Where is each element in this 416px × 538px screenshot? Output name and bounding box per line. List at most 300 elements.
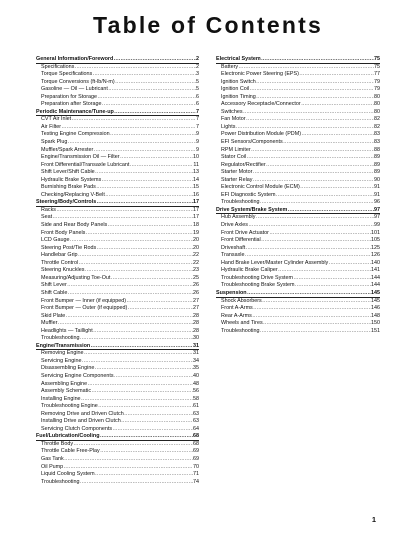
toc-entry-burnishing-brake-pads[interactable] (36, 184, 199, 192)
toc-page-number: 48 (193, 380, 199, 387)
toc-page-number: 79 (374, 78, 380, 85)
toc-page-number: 90 (374, 176, 380, 183)
dot-leader (248, 222, 373, 230)
toc-page-number: 75 (374, 63, 380, 70)
toc-entry-label: Wheels and Tires (221, 320, 263, 327)
dot-leader (252, 313, 370, 321)
dot-leader (247, 154, 374, 162)
toc-entry-troubleshooting[interactable] (216, 199, 380, 207)
dot-leader (256, 79, 373, 87)
toc-entry-power-distribution-module-pdm[interactable] (216, 131, 380, 139)
toc-entry-specifications[interactable] (36, 64, 199, 72)
toc-entry-label: Muffler (41, 320, 58, 327)
dot-leader (263, 320, 370, 328)
toc-entry-label: Rear A-Arms (221, 312, 252, 319)
toc-entry-label: Measuring/Adjusting Toe-Out (41, 274, 111, 281)
toc-entry-label: Fan Motor (221, 116, 246, 123)
toc-entry-installing-engine[interactable] (36, 396, 199, 404)
toc-entry-label: Throttle Body (41, 440, 74, 447)
toc-page-number: 5 (196, 78, 199, 85)
toc-entry-label: Handlebar Grip (41, 252, 78, 259)
toc-entry-label: Removing Drive and Driven Clutch (41, 410, 124, 417)
toc-entry-hand-brake-lever-master-cylinder-assembly[interactable] (216, 260, 380, 268)
dot-leader (92, 388, 193, 396)
toc-entry-stator-coil[interactable] (216, 154, 380, 162)
toc-entry-gasoline-oil-lubricant[interactable] (36, 86, 199, 94)
toc-entry-label: Front Body Panels (41, 229, 86, 236)
toc-entry-label: Removing Engine (41, 350, 84, 357)
toc-page-number: 140 (371, 259, 380, 266)
toc-page-number: 101 (371, 229, 380, 236)
toc-entry-shift-cable[interactable] (36, 290, 199, 298)
toc-entry-label: Hydraulic Brake Caliper (221, 267, 278, 274)
dot-leader (86, 230, 193, 238)
toc-entry-handlebar-grip[interactable] (36, 252, 199, 260)
dot-leader (283, 139, 373, 147)
toc-entry-throttle-body[interactable] (36, 441, 199, 449)
toc-entry-fan-motor[interactable] (216, 116, 380, 124)
toc-entry-oil-pump[interactable] (36, 464, 199, 472)
toc-entry-battery[interactable] (216, 64, 380, 72)
toc-page-number: 17 (193, 199, 199, 206)
toc-entry-label: Ignition Switch (221, 78, 256, 85)
toc-page-number: 31 (193, 350, 199, 357)
dot-leader (260, 328, 371, 336)
toc-page-number: 5 (196, 86, 199, 93)
toc-page-number: 82 (374, 123, 380, 130)
toc-section-steering-body-controls[interactable] (36, 199, 199, 207)
toc-entry-lcd-gauge[interactable] (36, 237, 199, 245)
toc-page-number: 71 (193, 471, 199, 478)
toc-entry-label: Assembly Schematic (41, 388, 92, 395)
toc-entry-label: Suspension (216, 289, 247, 296)
toc-entry-hydraulic-brake-systems[interactable] (36, 177, 199, 185)
dot-leader (64, 456, 192, 464)
toc-entry-front-a-arms[interactable] (216, 305, 380, 313)
toc-entry-spark-plug[interactable] (36, 139, 199, 147)
toc-page-number: 64 (193, 425, 199, 432)
toc-page-number: 80 (374, 101, 380, 108)
toc-entry-throttle-cable-free-play[interactable] (36, 448, 199, 456)
toc-entry-troubleshooting[interactable] (216, 328, 380, 336)
toc-entry-removing-drive-and-driven-clutch[interactable] (36, 411, 199, 419)
dot-leader (246, 116, 373, 124)
dot-leader (278, 267, 370, 275)
dot-leader (98, 94, 196, 102)
toc-entry-preparation-after-storage[interactable] (36, 101, 199, 109)
toc-page-number: 89 (374, 161, 380, 168)
dot-leader (301, 101, 373, 109)
toc-page-number: 15 (193, 184, 199, 191)
toc-entry-assembly-schematic[interactable] (36, 388, 199, 396)
dot-leader (276, 192, 373, 200)
toc-entry-front-drive-actuator[interactable] (216, 230, 380, 238)
toc-entry-label: Gas Tank (41, 455, 64, 462)
toc-entry-hydraulic-brake-caliper[interactable] (216, 267, 380, 275)
toc-page-number: 70 (193, 463, 199, 470)
toc-page-number: 3 (196, 71, 199, 78)
toc-entry-label: Skid Plate (41, 312, 66, 319)
toc-entry-hub-assembly[interactable] (216, 214, 380, 222)
toc-entry-transaxle[interactable] (216, 252, 380, 260)
toc-page-number: 69 (193, 448, 199, 455)
dot-leader (100, 448, 192, 456)
toc-entry-measuring-adjusting-toe-out[interactable] (36, 275, 199, 283)
toc-page-number: 83 (374, 139, 380, 146)
toc-page-number: 6 (196, 93, 199, 100)
toc-page-number: 89 (374, 154, 380, 161)
toc-entry-ignition-coil[interactable] (216, 86, 380, 94)
dot-leader (78, 252, 192, 260)
dot-leader (97, 199, 193, 207)
toc-page-number: 97 (374, 214, 380, 221)
toc-page-number: 22 (193, 259, 199, 266)
toc-entry-label: Front Bumper — Outer (if equipped) (41, 305, 128, 312)
toc-entry-servicing-engine-components[interactable] (36, 373, 199, 381)
toc-entry-servicing-clutch-components[interactable] (36, 426, 199, 434)
toc-entry-cvt-air-inlet[interactable] (36, 116, 199, 124)
toc-entry-label: Throttle Control (41, 259, 79, 266)
toc-entry-starter-motor[interactable] (216, 169, 380, 177)
toc-page-number: 91 (374, 184, 380, 191)
toc-page-number: 28 (193, 327, 199, 334)
dot-leader (72, 116, 196, 124)
dot-leader (114, 56, 196, 64)
toc-entry-label: Torque Conversions (ft-lb/N-m) (41, 78, 115, 85)
toc-entry-label: Disassembling Engine (41, 365, 95, 372)
dot-leader (70, 237, 193, 245)
toc-entry-label: Electronic Power Steering (EPS) (221, 71, 299, 78)
toc-page-number: 68 (193, 440, 199, 447)
toc-page-number: 6 (196, 101, 199, 108)
toc-entry-rpm-limiter[interactable] (216, 147, 380, 155)
toc-entry-label: Starter Motor (221, 169, 253, 176)
toc-entry-label: Oil Pump (41, 463, 64, 470)
dot-leader (79, 260, 193, 268)
toc-page-number: 25 (193, 274, 199, 281)
toc-entry-gas-tank[interactable] (36, 456, 199, 464)
dot-leader (300, 184, 373, 192)
dot-leader (251, 147, 373, 155)
toc-entry-wheels-and-tires[interactable] (216, 320, 380, 328)
dot-leader (236, 124, 374, 132)
dot-leader (246, 245, 371, 253)
dot-leader (85, 267, 193, 275)
toc-page-number: 20 (193, 237, 199, 244)
toc-entry-electronic-power-steering-eps[interactable] (216, 71, 380, 79)
toc-entry-assembling-engine[interactable] (36, 381, 199, 389)
dot-leader (93, 71, 196, 79)
toc-entry-label: Specifications (41, 63, 75, 70)
toc-page-number: 30 (193, 335, 199, 342)
toc-page-number: 18 (193, 222, 199, 229)
dot-leader (288, 207, 374, 215)
dot-leader (294, 275, 371, 283)
toc-entry-label: Side and Rear Body Panels (41, 222, 108, 229)
toc-entry-label: Servicing Engine Components (41, 372, 114, 379)
toc-entry-label: Shift Lever (41, 282, 67, 289)
toc-entry-testing-engine-compression[interactable] (36, 131, 199, 139)
toc-page-number: 145 (371, 297, 380, 304)
toc-page-number: 7 (196, 123, 199, 130)
toc-entry-label: Shock Absorbers (221, 297, 262, 304)
toc-page-number: 74 (193, 478, 199, 485)
toc-page-number: 40 (193, 372, 199, 379)
toc-entry-front-bumper-inner-if-equipped[interactable] (36, 298, 199, 306)
toc-page-number: 2 (196, 63, 199, 70)
toc-page-number: 7 (196, 116, 199, 123)
toc-entry-label: Troubleshooting Drive System (221, 274, 294, 281)
toc-entry-front-bumper-outer-if-equipped[interactable] (36, 305, 199, 313)
toc-entry-label: Switches (221, 108, 243, 115)
dot-leader (247, 290, 370, 298)
toc-section-drive-system-brake-system[interactable] (216, 207, 380, 215)
dot-leader (68, 139, 196, 147)
page-number: 1 (371, 515, 376, 524)
toc-page-number: 9 (196, 131, 199, 138)
dot-leader (95, 471, 192, 479)
toc-entry-removing-engine[interactable] (36, 350, 199, 358)
toc-page-number: 17 (193, 214, 199, 221)
dot-leader (75, 64, 196, 72)
toc-entry-label: RPM Limiter (221, 146, 251, 153)
toc-page-number: 26 (193, 289, 199, 296)
toc-entry-label: Front Bumper — Inner (if equipped) (41, 297, 127, 304)
toc-entry-ignition-timing[interactable] (216, 94, 380, 102)
toc-entry-accessory-receptacle-connector[interactable] (216, 101, 380, 109)
dot-leader (105, 192, 192, 200)
toc-page-number: 10 (193, 154, 199, 161)
toc-entry-label: Fuel/Lubrication/Cooling (36, 433, 100, 440)
toc-page-number: 13 (193, 169, 199, 176)
toc-entry-label: Installing Engine (41, 395, 81, 402)
dot-leader (111, 275, 193, 283)
toc-page-number: 144 (371, 282, 380, 289)
toc-entry-efi-sensors-components[interactable] (216, 139, 380, 147)
toc-entry-label: Troubleshooting (221, 199, 260, 206)
toc-entry-front-differential-transaxle-lubricant[interactable] (36, 162, 199, 170)
toc-page-number: 27 (193, 305, 199, 312)
dot-leader (245, 252, 371, 260)
toc-entry-label: Steering Knuckles (41, 267, 85, 274)
toc-entry-steering-knuckles[interactable] (36, 267, 199, 275)
dot-leader (253, 305, 370, 313)
dot-leader (98, 403, 192, 411)
toc-entry-muffler-spark-arrester[interactable] (36, 147, 199, 155)
toc-page-number: 63 (193, 418, 199, 425)
toc-page-number: 23 (193, 267, 199, 274)
toc-entry-torque-conversions-ft-lb-n-m[interactable] (36, 79, 199, 87)
toc-entry-label: Front Drive Actuator (221, 229, 269, 236)
toc-entry-label: Shift Cable (41, 289, 68, 296)
toc-entry-drive-axles[interactable] (216, 222, 380, 230)
toc-section-electrical-system[interactable] (216, 56, 380, 64)
toc-entry-switches[interactable] (216, 109, 380, 117)
toc-entry-front-body-panels[interactable] (36, 230, 199, 238)
toc-section-periodic-maintenance-tune-up[interactable] (36, 109, 199, 117)
toc-entry-rear-a-arms[interactable] (216, 313, 380, 321)
toc-entry-label: CVT Air Inlet (41, 116, 72, 123)
toc-entry-label: Drive Axles (221, 222, 248, 229)
toc-entry-label: Seat (41, 214, 53, 221)
dot-leader (96, 184, 192, 192)
dot-leader (120, 154, 192, 162)
toc-page-number: 35 (193, 365, 199, 372)
toc-entry-label: Air Filter (41, 123, 62, 130)
toc-entry-label: Muffler/Spark Arrester (41, 146, 94, 153)
dot-leader (295, 282, 370, 290)
dot-leader (130, 162, 193, 170)
toc-entry-torque-specifications[interactable] (36, 71, 199, 79)
toc-entry-label: Ignition Timing (221, 93, 256, 100)
toc-entry-label: EFI Diagnostic System (221, 191, 276, 198)
toc-entry-lights[interactable] (216, 124, 380, 132)
toc-entry-label: Servicing Engine (41, 357, 82, 364)
dot-leader (124, 411, 192, 419)
toc-entry-regulator-rectifier[interactable] (216, 162, 380, 170)
toc-entry-shift-lever[interactable] (36, 282, 199, 290)
toc-entry-label: Regulator/Rectifier (221, 161, 266, 168)
toc-right-column (216, 56, 380, 335)
dot-leader (262, 298, 370, 306)
toc-entry-air-filter[interactable] (36, 124, 199, 132)
toc-entry-label: Spark Plug (41, 139, 68, 146)
toc-page-number: 151 (371, 327, 380, 334)
toc-entry-installing-drive-and-driven-clutch[interactable] (36, 418, 199, 426)
toc-entry-efi-diagnostic-system[interactable] (216, 192, 380, 200)
toc-entry-label: Lights (221, 123, 236, 130)
toc-entry-label: Battery (221, 63, 239, 70)
toc-page-number: 91 (374, 191, 380, 198)
toc-entry-checking-replacing-v-belt[interactable] (36, 192, 199, 200)
dot-leader (93, 328, 192, 336)
toc-section-engine-transmission[interactable] (36, 343, 199, 351)
toc-entry-label: Testing Engine Compression (41, 131, 110, 138)
toc-entry-front-differential[interactable] (216, 237, 380, 245)
toc-entry-racks[interactable] (36, 207, 199, 215)
toc-entry-starter-relay[interactable] (216, 177, 380, 185)
toc-entry-servicing-engine[interactable] (36, 358, 199, 366)
toc-section-fuel-lubrication-cooling[interactable] (36, 433, 199, 441)
toc-page-number: 75 (374, 56, 380, 62)
toc-page-number: 61 (193, 403, 199, 410)
dot-leader (253, 177, 374, 185)
toc-page-number: 146 (371, 305, 380, 312)
toc-entry-steering-post-tie-rods[interactable] (36, 245, 199, 253)
toc-entry-engine-transmission-oil-filter[interactable] (36, 154, 199, 162)
toc-entry-label: Drive System/Brake System (216, 206, 288, 213)
toc-entry-throttle-control[interactable] (36, 260, 199, 268)
toc-entry-label: Liquid Cooling System (41, 471, 95, 478)
toc-entry-side-and-rear-body-panels[interactable] (36, 222, 199, 230)
toc-entry-troubleshooting-drive-system[interactable] (216, 275, 380, 283)
toc-section-suspension[interactable] (216, 290, 380, 298)
dot-leader (68, 290, 193, 298)
toc-entry-label: Preparation for Storage (41, 93, 98, 100)
toc-section-general-information-foreword[interactable] (36, 56, 199, 64)
toc-entry-troubleshooting-brake-system[interactable] (216, 282, 380, 290)
toc-page-number: 68 (193, 433, 199, 440)
dot-leader (243, 109, 373, 117)
toc-entry-liquid-cooling-system[interactable] (36, 471, 199, 479)
toc-page-number: 96 (374, 199, 380, 206)
dot-leader (115, 79, 195, 87)
toc-page-number: 17 (193, 206, 199, 213)
dot-leader (128, 305, 193, 313)
toc-page-number: 148 (371, 312, 380, 319)
toc-entry-label: Ignition Coil (221, 86, 250, 93)
dot-leader (256, 94, 373, 102)
toc-entry-troubleshooting[interactable] (36, 479, 199, 487)
toc-entry-label: Racks (41, 206, 56, 213)
dot-leader (269, 230, 370, 238)
toc-entry-electronic-control-module-ecm[interactable] (216, 184, 380, 192)
toc-entry-label: Hub Assembly (221, 214, 256, 221)
dot-leader (80, 479, 193, 487)
toc-page-number: 9 (196, 139, 199, 146)
toc-entry-label: Hand Brake Lever/Master Cylinder Assembly (221, 259, 329, 266)
dot-leader (261, 56, 373, 64)
toc-entry-muffler[interactable] (36, 320, 199, 328)
toc-entry-label: Servicing Clutch Components (41, 425, 113, 432)
toc-entry-label: Troubleshooting (41, 478, 80, 485)
toc-entry-headlights-taillight[interactable] (36, 328, 199, 336)
dot-leader (102, 177, 193, 185)
dot-leader (108, 86, 195, 94)
toc-entry-label: Power Distribution Module (PDM) (221, 131, 301, 138)
dot-leader (299, 71, 373, 79)
toc-page-number: 88 (374, 146, 380, 153)
toc-entry-disassembling-engine[interactable] (36, 365, 199, 373)
toc-entry-skid-plate[interactable] (36, 313, 199, 321)
dot-leader (102, 101, 195, 109)
dot-leader (91, 343, 193, 351)
toc-page-number: 2 (196, 56, 199, 62)
toc-entry-ignition-switch[interactable] (216, 79, 380, 87)
toc-entry-label: Assembling Engine (41, 380, 88, 387)
toc-page-number: 80 (374, 108, 380, 115)
toc-page-number: 28 (193, 312, 199, 319)
dot-leader (82, 358, 193, 366)
toc-page-number: 63 (193, 410, 199, 417)
dot-leader (250, 86, 374, 94)
toc-entry-preparation-for-storage[interactable] (36, 94, 199, 102)
toc-entry-seat[interactable] (36, 214, 199, 222)
toc-entry-label: Steering Post/Tie Rods (41, 244, 97, 251)
dot-leader (121, 418, 192, 426)
toc-entry-label: Engine/Transmission (36, 342, 91, 349)
toc-entry-label: Installing Drive and Driven Clutch (41, 418, 121, 425)
toc-page-number: 125 (371, 244, 380, 251)
toc-left-column (36, 56, 199, 486)
dot-leader (74, 441, 193, 449)
toc-entry-label: Steering/Body/Controls (36, 199, 97, 206)
toc-page-number: 20 (193, 244, 199, 251)
toc-entry-label: Preparation after Storage (41, 101, 102, 108)
toc-entry-label: Headlights — Taillight (41, 327, 93, 334)
dot-leader (256, 214, 374, 222)
toc-entry-driveshaft[interactable] (216, 245, 380, 253)
dot-leader (56, 207, 192, 215)
toc-entry-label: EFI Sensors/Components (221, 139, 283, 146)
dot-leader (88, 381, 193, 389)
toc-entry-troubleshooting[interactable] (36, 335, 199, 343)
toc-page-number: 83 (374, 131, 380, 138)
dot-leader (114, 109, 195, 117)
toc-entry-shock-absorbers[interactable] (216, 298, 380, 306)
toc-entry-troubleshooting-engine[interactable] (36, 403, 199, 411)
toc-entry-shift-lever-shift-cable[interactable] (36, 169, 199, 177)
